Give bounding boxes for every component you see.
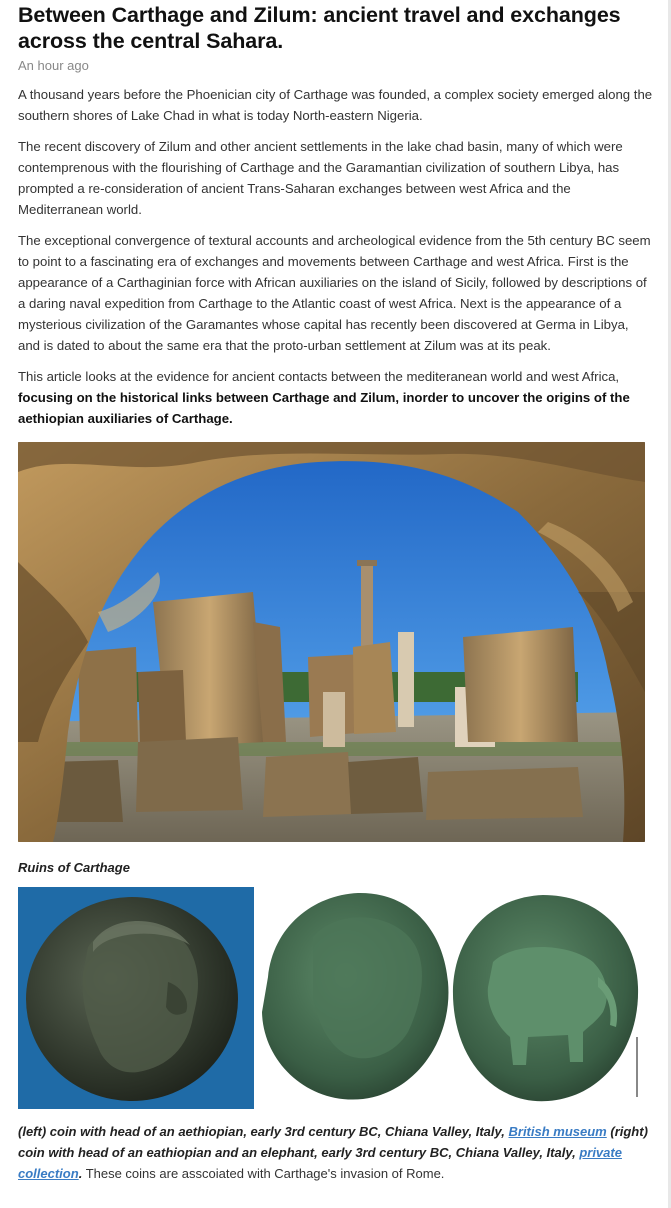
paragraph-3: The exceptional convergence of textural accounts and archeological evidence from the 5th century BC seem to point to a fascinating era of exchanges and movements between Carthage and west Africa. First is the appearance of a Carthaginian force with African auxiliaries on the island of Sicily, followed by descriptions of a daring naval expedition from Carthage to the Atlantic coast of west Africa. Next is the appearance of a mysterious civilization of the Garamantes whose capital has recently been discovered at Germa in Libya, and is dated to about the same era that the proto-urban settlement at Zilum was at its peak. [18,233,651,353]
coins-caption-left: (left) coin with head of an aethiopian, early 3rd century BC, Chiana Valley, Italy, [18,1124,509,1139]
ruins-caption: Ruins of Carthage [18,860,130,875]
british-museum-link[interactable]: British museum [508,1124,607,1139]
article-title: Between Carthage and Zilum: ancient travel and exchanges across the central Sahara. [18,3,621,53]
paragraph-2: The recent discovery of Zilum and other ancient settlements in the lake chad basin, many of which were contemprenous with the flourishing of Carthage and the Garamantian civilization of southern Libya, has prompted a re-consideration of ancient Trans-Saharan exchanges between west Africa and the Mediterranean world. [18,139,623,217]
paragraph-4 [18,366,653,429]
eathiopian-elephant-coins-image [258,887,646,1109]
ruins-of-carthage-image [18,442,645,842]
aethiopian-coin-image [18,887,254,1109]
coins-caption-period: . [78,1166,83,1181]
coins-figure [18,887,653,1109]
timestamp: An hour ago [18,58,89,73]
paragraph-4-plain: This article looks at the evidence for ancient contacts between the mediteranean world and west Africa, [18,369,620,384]
paragraph-4-bold: focusing on the historical links between Carthage and Zilum, inorder to uncover the origins of the aethiopian auxiliaries of Carthage. [18,390,630,426]
private-collection-link[interactable]: private collection [18,1145,622,1181]
coins-caption [18,1121,653,1184]
coins-caption-tail: These coins are asscoiated with Carthage's invasion of Rome. [82,1166,445,1181]
paragraph-1: A thousand years before the Phoenician city of Carthage was founded, a complex society emerged along the southern shores of Lake Chad in what is today North-eastern Nigeria. [18,87,653,123]
coins-caption-right: (right) coin with head of an eathiopian and an elephant, early 3rd century BC, Chiana Valley, Italy, [18,1124,648,1160]
